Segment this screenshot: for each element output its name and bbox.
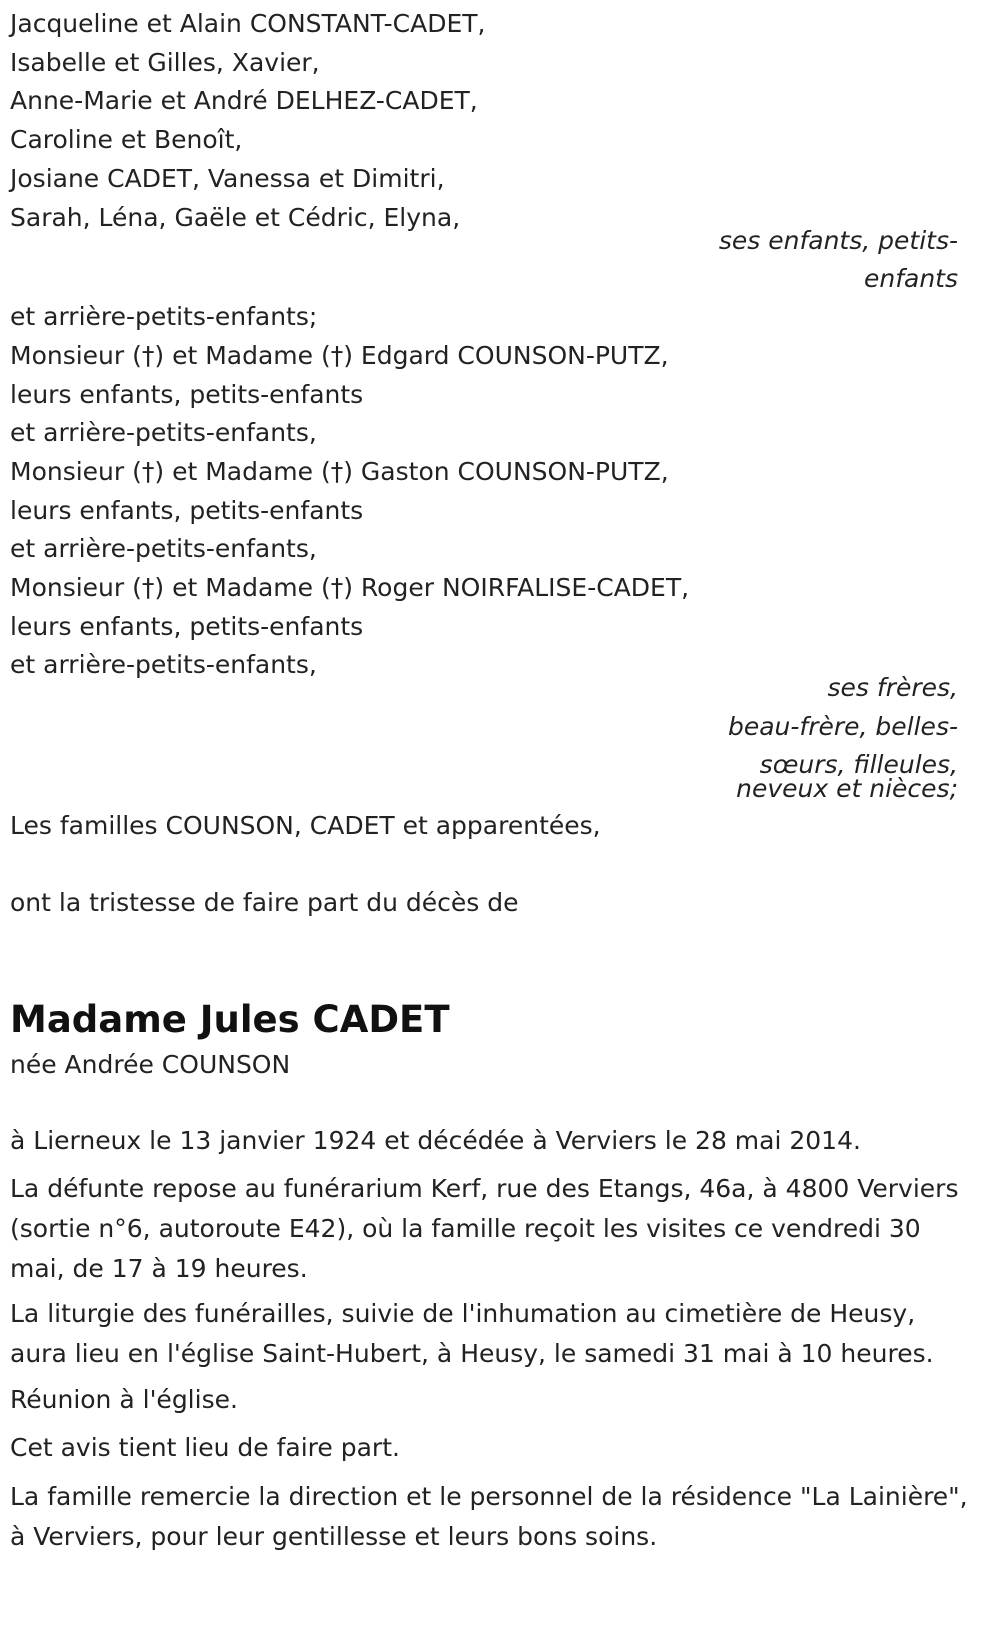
family-line: Josiane CADET, Vanessa et Dimitri,: [10, 164, 445, 193]
paragraph-meeting: Réunion à l'église.: [10, 1385, 238, 1414]
family-line: Monsieur (†) et Madame (†) Roger NOIRFALISE-CADET,: [10, 573, 690, 602]
family-line: et arrière-petits-enfants,: [10, 418, 317, 447]
family-line: et arrière-petits-enfants,: [10, 650, 317, 679]
paragraph-liturgy: La liturgie des funérailles, suivie de l'inhumation au cimetière de Heusy, aura lieu en l'église Saint-Hubert, à Heusy, le samedi 31 mai à 10 heures.: [10, 1299, 934, 1368]
born-name: née Andrée COUNSON: [10, 1050, 291, 1079]
relation-label: ses frères,: [827, 673, 958, 702]
family-line: Anne-Marie et André DELHEZ-CADET,: [10, 86, 478, 115]
family-line: Caroline et Benoît,: [10, 125, 243, 154]
family-line: leurs enfants, petits-enfants: [10, 612, 364, 641]
family-line: Sarah, Léna, Gaële et Cédric, Elyna,: [10, 203, 461, 232]
announcement-line: ont la tristesse de faire part du décès de: [10, 888, 519, 917]
paragraph-funerarium: La défunte repose au funérarium Kerf, rue des Etangs, 46a, à 4800 Verviers (sortie n°6, autoroute E42), où la famille reçoit les visites ce vendredi 30 mai, de 17 à 19 heures.: [10, 1174, 959, 1283]
family-line: Monsieur (†) et Madame (†) Edgard COUNSON-PUTZ,: [10, 341, 669, 370]
family-line: leurs enfants, petits-enfants: [10, 496, 364, 525]
paragraph-dates: à Lierneux le 13 janvier 1924 et décédée à Verviers le 28 mai 2014.: [10, 1126, 861, 1155]
family-line: leurs enfants, petits-enfants: [10, 380, 364, 409]
deceased-name: Madame Jules CADET: [10, 998, 450, 1041]
family-line: Monsieur (†) et Madame (†) Gaston COUNSON-PUTZ,: [10, 457, 669, 486]
family-line: Jacqueline et Alain CONSTANT-CADET,: [10, 9, 486, 38]
relation-label: sœurs, filleules,: [759, 750, 958, 779]
paragraph-notice: Cet avis tient lieu de faire part.: [10, 1433, 400, 1462]
relation-label: beau-frère, belles-: [727, 712, 958, 741]
paragraph-thanks: La famille remercie la direction et le personnel de la résidence "La Lainière", à Verviers, pour leur gentillesse et leurs bons soins.: [10, 1482, 968, 1551]
relation-label: enfants: [863, 264, 958, 293]
family-line: Isabelle et Gilles, Xavier,: [10, 48, 320, 77]
family-line: et arrière-petits-enfants;: [10, 302, 318, 331]
relation-label: neveux et nièces;: [736, 774, 958, 803]
families-line: Les familles COUNSON, CADET et apparentées,: [10, 811, 601, 840]
relation-label: ses enfants, petits-: [718, 226, 958, 255]
family-line: et arrière-petits-enfants,: [10, 534, 317, 563]
